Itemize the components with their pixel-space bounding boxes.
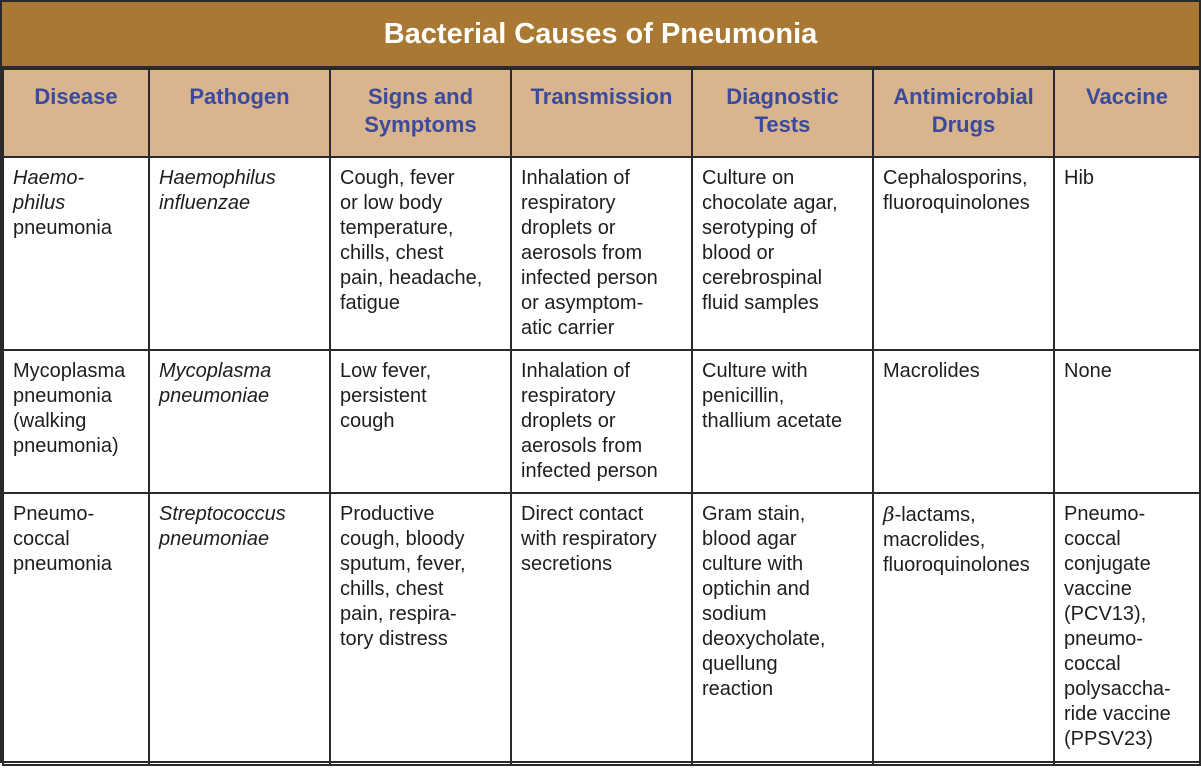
table-row	[3, 493, 1200, 765]
vaccine-line: Hib	[1064, 167, 1095, 189]
signs-line: fatigue	[340, 292, 401, 314]
transmission-line: infected person	[521, 267, 658, 289]
tests-line: blood or	[702, 242, 775, 264]
table-row	[3, 157, 1200, 350]
vaccine-line: None	[1064, 360, 1112, 382]
vaccine-line: (PPSV23)	[1064, 728, 1153, 750]
cell-tests	[692, 157, 873, 350]
disease-line: (walking	[13, 410, 87, 432]
transmission-line: or asymptom-	[521, 292, 644, 314]
vaccine-line: vaccine	[1064, 578, 1132, 600]
disease-line: Pneumo-	[13, 503, 95, 525]
transmission-line: atic carrier	[521, 317, 615, 339]
pathogen-line: pneumoniae	[159, 528, 270, 550]
disease-line: philus	[13, 192, 66, 214]
drugs-line: fluoroquinolones	[883, 192, 1030, 214]
disease-line: coccal	[13, 528, 70, 550]
cell-tests	[692, 350, 873, 493]
transmission-line: Inhalation of	[521, 360, 630, 382]
vaccine-line: pneumo-	[1064, 628, 1143, 650]
header-tests: Diagnostic Tests	[692, 69, 873, 157]
tests-line: Culture with	[702, 360, 808, 382]
vaccine-line: polysaccha-	[1064, 678, 1171, 700]
cell-drugs	[873, 157, 1054, 350]
transmission-line: droplets or	[521, 217, 616, 239]
vaccine-line: conjugate	[1064, 553, 1151, 575]
pathogen-line: influenzae	[159, 192, 251, 214]
signs-line: chills, chest	[340, 578, 444, 600]
tests-line: sodium	[702, 603, 767, 625]
transmission-line: aerosols from	[521, 242, 643, 264]
cell-pathogen	[149, 493, 330, 765]
cell-vaccine	[1054, 350, 1200, 493]
cell-signs	[330, 157, 511, 350]
cell-signs	[330, 493, 511, 765]
header-drugs: Antimicrobial Drugs	[873, 69, 1054, 157]
signs-line: temperature,	[340, 217, 454, 239]
cell-vaccine	[1054, 157, 1200, 350]
signs-line: pain, respira-	[340, 603, 457, 625]
pathogen-line: Haemophilus	[159, 167, 276, 189]
cell-disease	[3, 493, 149, 765]
tests-line: penicillin,	[702, 385, 785, 407]
drugs-line: fluoroquinolones	[883, 554, 1030, 576]
beta-symbol: β	[883, 502, 895, 526]
signs-line: Cough, fever	[340, 167, 455, 189]
tests-line: Culture on	[702, 167, 795, 189]
table-row	[3, 350, 1200, 493]
header-transmission: Transmission	[511, 69, 692, 157]
pathogen-line: Mycoplasma	[159, 360, 272, 382]
signs-line: sputum, fever,	[340, 553, 466, 575]
pathogen-line: pneumoniae	[159, 385, 270, 407]
disease-line: pneumonia	[13, 217, 112, 239]
signs-line: Productive	[340, 503, 435, 525]
signs-line: tory distress	[340, 628, 448, 650]
header-signs: Signs and Symptoms	[330, 69, 511, 157]
cell-transmission	[511, 350, 692, 493]
vaccine-line: coccal	[1064, 653, 1121, 675]
tests-line: serotyping of	[702, 217, 817, 239]
tests-line: blood agar	[702, 528, 797, 550]
drugs-line: macrolides,	[883, 529, 986, 551]
header-vaccine: Vaccine	[1054, 69, 1200, 157]
transmission-line: Direct contact	[521, 503, 644, 525]
signs-line: Low fever,	[340, 360, 432, 382]
tests-line: reaction	[702, 678, 774, 700]
cell-transmission	[511, 493, 692, 765]
drugs-line: Macrolides	[883, 360, 980, 382]
cell-vaccine	[1054, 493, 1200, 765]
transmission-line: with respiratory	[521, 528, 657, 550]
tests-line: quellung	[702, 653, 778, 675]
transmission-line: respiratory	[521, 192, 616, 214]
cell-disease	[3, 157, 149, 350]
signs-line: cough	[340, 410, 395, 432]
pathogen-line: Streptococcus	[159, 503, 286, 525]
disease-line: Haemo-	[13, 167, 85, 189]
tests-line: Gram stain,	[702, 503, 806, 525]
disease-line: pneumonia)	[13, 435, 119, 457]
tests-line: culture with	[702, 553, 804, 575]
disease-line: pneumonia	[13, 385, 112, 407]
vaccine-line: coccal	[1064, 528, 1121, 550]
cell-signs	[330, 350, 511, 493]
transmission-line: Inhalation of	[521, 167, 630, 189]
transmission-line: secretions	[521, 553, 613, 575]
transmission-line: infected person	[521, 460, 658, 482]
disease-line: pneumonia	[13, 553, 112, 575]
vaccine-line: Pneumo-	[1064, 503, 1146, 525]
cell-tests	[692, 493, 873, 765]
tests-line: fluid samples	[702, 292, 819, 314]
cell-pathogen	[149, 350, 330, 493]
cell-transmission	[511, 157, 692, 350]
header-row	[3, 69, 1200, 157]
drugs-line: Cephalosporins,	[883, 167, 1028, 189]
header-pathogen: Pathogen	[149, 69, 330, 157]
cell-disease	[3, 350, 149, 493]
tests-line: deoxycholate,	[702, 628, 826, 650]
drugs-text: -lactams,	[894, 504, 976, 526]
data-table	[2, 68, 1201, 766]
disease-line: Mycoplasma	[13, 360, 126, 382]
tests-line: chocolate agar,	[702, 192, 838, 214]
transmission-line: respiratory	[521, 385, 616, 407]
signs-line: cough, bloody	[340, 528, 465, 550]
signs-line: or low body	[340, 192, 443, 214]
signs-line: pain, headache,	[340, 267, 483, 289]
cell-drugs	[873, 350, 1054, 493]
signs-line: chills, chest	[340, 242, 444, 264]
signs-line: persistent	[340, 385, 427, 407]
transmission-line: aerosols from	[521, 435, 643, 457]
vaccine-line: (PCV13),	[1064, 603, 1147, 625]
tests-line: thallium acetate	[702, 410, 843, 432]
header-disease: Disease	[3, 69, 149, 157]
cell-pathogen	[149, 157, 330, 350]
cell-drugs	[873, 493, 1054, 765]
table-title: Bacterial Causes of Pneumonia	[2, 2, 1199, 68]
drugs-line	[883, 502, 1045, 528]
transmission-line: droplets or	[521, 410, 616, 432]
tests-line: optichin and	[702, 578, 810, 600]
vaccine-line: ride vaccine	[1064, 703, 1171, 725]
tests-line: cerebrospinal	[702, 267, 823, 289]
